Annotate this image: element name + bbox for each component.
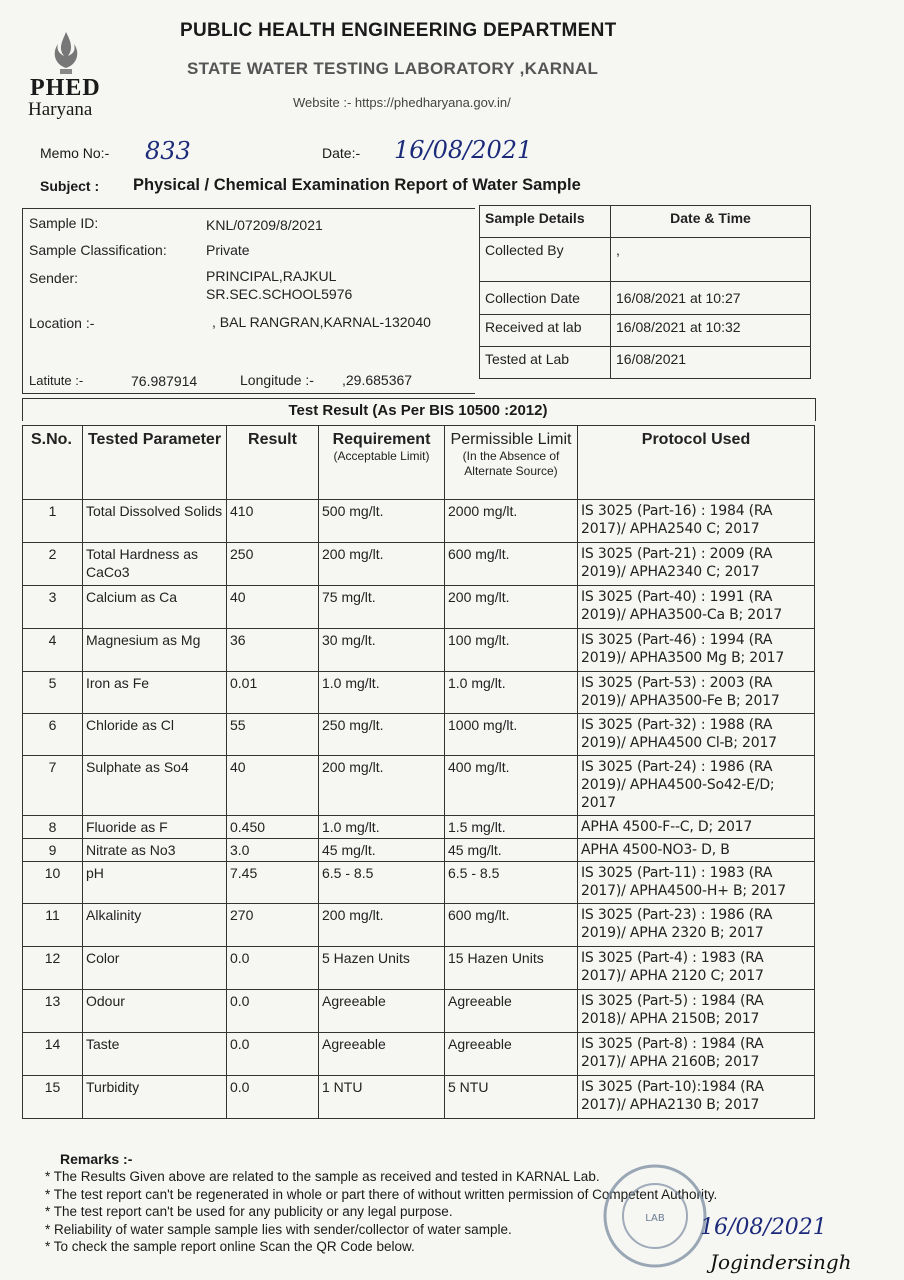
result-cell: 0.0	[227, 1076, 319, 1119]
remark-item: * The test report can't be regenerated in whole or part there of without written permission of Competent Authority.	[45, 1186, 717, 1204]
sample-details-header: Sample Details	[480, 206, 611, 238]
col-req	[319, 426, 445, 500]
parameter-cell: Turbidity	[83, 1076, 227, 1119]
tested-value: 16/08/2021	[611, 347, 811, 379]
sno-cell: 13	[23, 990, 83, 1033]
protocol-cell: IS 3025 (Part-46) : 1994 (RA 2019)/ APHA3500 Mg B; 2017	[578, 629, 815, 672]
requirement-cell: 500 mg/lt.	[319, 500, 445, 543]
permissible-cell: Agreeable	[445, 1033, 578, 1076]
result-cell: 0.0	[227, 947, 319, 990]
permissible-cell: Agreeable	[445, 990, 578, 1033]
remark-item: * The Results Given above are related to the sample as received and tested in KARNAL Lab.	[45, 1168, 717, 1186]
date-label: Date:-	[322, 145, 361, 161]
sno-cell: 15	[23, 1076, 83, 1119]
parameter-cell: Chloride as Cl	[83, 714, 227, 756]
collection-date-value: 16/08/2021 at 10:27	[611, 282, 811, 315]
parameter-cell: Fluoride as F	[83, 816, 227, 839]
sno-cell: 10	[23, 862, 83, 904]
protocol-cell: IS 3025 (Part-4) : 1983 (RA 2017)/ APHA 2120 C; 2017	[578, 947, 815, 990]
table-row	[23, 947, 815, 990]
requirement-cell: 5 Hazen Units	[319, 947, 445, 990]
received-value: 16/08/2021 at 10:32	[611, 315, 811, 347]
protocol-cell: IS 3025 (Part-24) : 1986 (RA 2019)/ APHA4500-So42-E/D; 2017	[578, 756, 815, 816]
protocol-cell: IS 3025 (Part-21) : 2009 (RA 2019)/ APHA2340 C; 2017	[578, 543, 815, 586]
parameter-cell: Sulphate as So4	[83, 756, 227, 816]
col-result: Result	[227, 426, 319, 500]
requirement-cell: 1.0 mg/lt.	[319, 816, 445, 839]
sno-cell: 14	[23, 1033, 83, 1076]
permissible-cell: 400 mg/lt.	[445, 756, 578, 816]
table-row	[23, 1076, 815, 1119]
table-row	[23, 672, 815, 714]
result-cell: 0.0	[227, 1033, 319, 1076]
result-cell: 250	[227, 543, 319, 586]
permissible-cell: 45 mg/lt.	[445, 839, 578, 862]
sample-id-value: KNL/07209/8/2021	[206, 217, 323, 233]
department-title: PUBLIC HEALTH ENGINEERING DEPARTMENT	[180, 20, 617, 41]
sender-label: Sender:	[29, 270, 79, 286]
sno-cell: 6	[23, 714, 83, 756]
protocol-cell: IS 3025 (Part-8) : 1984 (RA 2017)/ APHA 2160B; 2017	[578, 1033, 815, 1076]
requirement-cell: Agreeable	[319, 990, 445, 1033]
result-cell: 3.0	[227, 839, 319, 862]
col-perm	[445, 426, 578, 500]
permissible-cell: 200 mg/lt.	[445, 586, 578, 629]
permissible-cell: 2000 mg/lt.	[445, 500, 578, 543]
sno-cell: 9	[23, 839, 83, 862]
result-cell: 40	[227, 586, 319, 629]
protocol-cell: IS 3025 (Part-53) : 2003 (RA 2019)/ APHA3500-Fe B; 2017	[578, 672, 815, 714]
date-time-header: Date & Time	[611, 206, 811, 238]
collected-by-value: ,	[611, 238, 811, 282]
table-row	[23, 714, 815, 756]
requirement-cell: 1.0 mg/lt.	[319, 672, 445, 714]
table-row	[23, 629, 815, 672]
col-perm-title: Permissible Limit	[450, 431, 572, 448]
col-perm-sub: (In the Absence of Alternate Source)	[462, 449, 560, 478]
table-row	[23, 543, 815, 586]
protocol-cell: IS 3025 (Part-11) : 1983 (RA 2017)/ APHA4500-H+ B; 2017	[578, 862, 815, 904]
remark-item: * Reliability of water sample sample lies with sender/collector of water sample.	[45, 1221, 717, 1239]
requirement-cell: 200 mg/lt.	[319, 904, 445, 947]
table-row	[23, 500, 815, 543]
protocol-cell: IS 3025 (Part-16) : 1984 (RA 2017)/ APHA2540 C; 2017	[578, 500, 815, 543]
protocol-cell: IS 3025 (Part-10):1984 (RA 2017)/ APHA2130 B; 2017	[578, 1076, 815, 1119]
table-row	[23, 586, 815, 629]
table-row	[23, 816, 815, 839]
protocol-cell: IS 3025 (Part-23) : 1986 (RA 2019)/ APHA 2320 B; 2017	[578, 904, 815, 947]
sno-cell: 11	[23, 904, 83, 947]
parameter-cell: Calcium as Ca	[83, 586, 227, 629]
sno-cell: 2	[23, 543, 83, 586]
website-text: Website :- https://phedharyana.gov.in/	[293, 95, 511, 110]
received-label: Received at lab	[480, 315, 611, 347]
table-row	[23, 839, 815, 862]
table-row	[23, 1033, 815, 1076]
parameter-cell: Taste	[83, 1033, 227, 1076]
col-req-title: Requirement	[332, 431, 431, 448]
table-row	[23, 756, 815, 816]
longitude-value: ,29.685367	[342, 372, 413, 388]
parameter-cell: Nitrate as No3	[83, 839, 227, 862]
result-cell: 270	[227, 904, 319, 947]
permissible-cell: 1000 mg/lt.	[445, 714, 578, 756]
protocol-cell: APHA 4500-F--C, D; 2017	[578, 816, 815, 839]
svg-text:LAB: LAB	[645, 1213, 665, 1224]
requirement-cell: 45 mg/lt.	[319, 839, 445, 862]
requirement-cell: 200 mg/lt.	[319, 543, 445, 586]
location-label: Location :-	[29, 315, 95, 331]
result-cell: 0.0	[227, 990, 319, 1033]
requirement-cell: Agreeable	[319, 1033, 445, 1076]
signature-date: 16/08/2021	[700, 1215, 827, 1240]
subject-label: Subject :	[40, 178, 100, 194]
sno-cell: 12	[23, 947, 83, 990]
permissible-cell: 100 mg/lt.	[445, 629, 578, 672]
sample-id-label: Sample ID:	[29, 215, 99, 231]
col-sno: S.No.	[23, 426, 83, 500]
permissible-cell: 5 NTU	[445, 1076, 578, 1119]
table-row	[23, 990, 815, 1033]
requirement-cell: 75 mg/lt.	[319, 586, 445, 629]
col-req-sub: (Acceptable Limit)	[333, 449, 430, 463]
protocol-cell: IS 3025 (Part-32) : 1988 (RA 2019)/ APHA4500 Cl-B; 2017	[578, 714, 815, 756]
table-row	[23, 862, 815, 904]
subject-text: Physical / Chemical Examination Report of Water Sample	[133, 176, 581, 194]
sno-cell: 5	[23, 672, 83, 714]
longitude-label: Longitude :-	[240, 372, 314, 388]
parameter-cell: Color	[83, 947, 227, 990]
parameter-cell: Iron as Fe	[83, 672, 227, 714]
permissible-cell: 15 Hazen Units	[445, 947, 578, 990]
permissible-cell: 600 mg/lt.	[445, 543, 578, 586]
laboratory-title: STATE WATER TESTING LABORATORY ,KARNAL	[187, 59, 599, 78]
result-cell: 7.45	[227, 862, 319, 904]
sno-cell: 3	[23, 586, 83, 629]
memo-label: Memo No:-	[40, 145, 110, 161]
permissible-cell: 1.5 mg/lt.	[445, 816, 578, 839]
parameter-cell: Alkalinity	[83, 904, 227, 947]
result-cell: 0.01	[227, 672, 319, 714]
result-cell: 40	[227, 756, 319, 816]
sno-cell: 4	[23, 629, 83, 672]
parameter-cell: Total Dissolved Solids	[83, 500, 227, 543]
latitude-value: 76.987914	[131, 373, 198, 389]
requirement-cell: 250 mg/lt.	[319, 714, 445, 756]
remark-item: * The test report can't be used for any publicity or any legal purpose.	[45, 1203, 717, 1221]
results-table	[22, 425, 815, 1119]
requirement-cell: 1 NTU	[319, 1076, 445, 1119]
parameter-cell: Total Hardness as CaCo3	[83, 543, 227, 586]
protocol-cell: IS 3025 (Part-40) : 1991 (RA 2019)/ APHA3500-Ca B; 2017	[578, 586, 815, 629]
classification-value: Private	[206, 242, 250, 258]
requirement-cell: 6.5 - 8.5	[319, 862, 445, 904]
collection-date-label: Collection Date	[480, 282, 611, 315]
protocol-cell: IS 3025 (Part-5) : 1984 (RA 2018)/ APHA 2150B; 2017	[578, 990, 815, 1033]
remarks-title: Remarks :-	[60, 1151, 133, 1167]
col-param: Tested Parameter	[83, 426, 227, 500]
signature-name: Jogindersingh	[710, 1250, 852, 1274]
latitude-label: Latitute :-	[29, 373, 84, 388]
col-protocol: Protocol Used	[578, 426, 815, 500]
requirement-cell: 200 mg/lt.	[319, 756, 445, 816]
sender-line2: SR.SEC.SCHOOL5976	[206, 286, 353, 302]
logo-subtext: Haryana	[28, 99, 93, 120]
permissible-cell: 1.0 mg/lt.	[445, 672, 578, 714]
results-body	[23, 500, 815, 1119]
parameter-cell: pH	[83, 862, 227, 904]
logo-text: PHED	[30, 75, 101, 101]
result-cell: 55	[227, 714, 319, 756]
sno-cell: 8	[23, 816, 83, 839]
parameter-cell: Magnesium as Mg	[83, 629, 227, 672]
report-date: 16/08/2021	[394, 136, 533, 164]
requirement-cell: 30 mg/lt.	[319, 629, 445, 672]
permissible-cell: 600 mg/lt.	[445, 904, 578, 947]
result-cell: 0.450	[227, 816, 319, 839]
memo-number: 833	[145, 137, 191, 165]
tested-label: Tested at Lab	[480, 347, 611, 379]
result-cell: 36	[227, 629, 319, 672]
lab-seal	[600, 1155, 710, 1277]
collected-by-label: Collected By	[480, 238, 611, 282]
results-title: Test Result (As Per BIS 10500 :2012)	[288, 402, 548, 419]
table-row	[23, 904, 815, 947]
permissible-cell: 6.5 - 8.5	[445, 862, 578, 904]
sender-line1: PRINCIPAL,RAJKUL	[206, 268, 337, 284]
sno-cell: 1	[23, 500, 83, 543]
remark-item: * To check the sample report online Scan the QR Code below.	[45, 1238, 717, 1256]
sno-cell: 7	[23, 756, 83, 816]
classification-label: Sample Classification:	[29, 242, 167, 258]
protocol-cell: APHA 4500-NO3- D, B	[578, 839, 815, 862]
result-cell: 410	[227, 500, 319, 543]
parameter-cell: Odour	[83, 990, 227, 1033]
location-value: , BAL RANGRAN,KARNAL-132040	[212, 314, 431, 330]
sample-details-table	[479, 205, 811, 379]
